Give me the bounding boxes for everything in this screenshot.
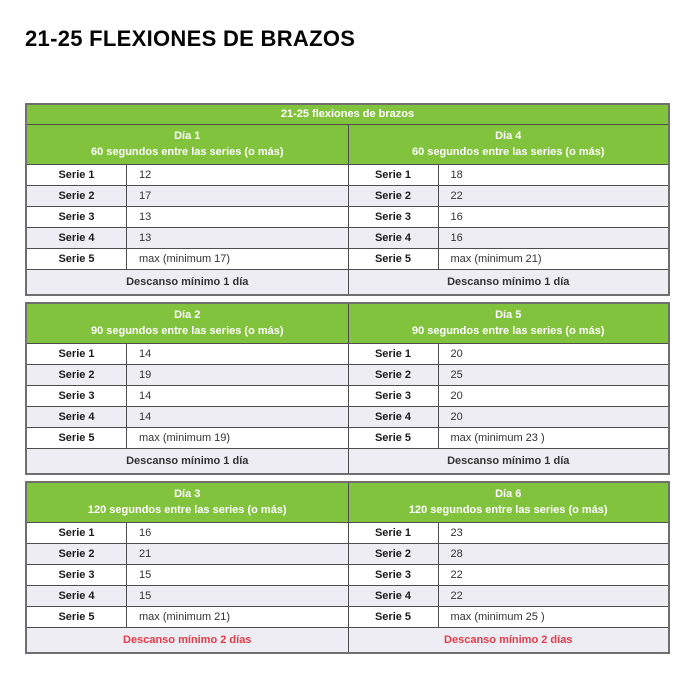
table-block-days-1-4: [25, 103, 670, 296]
serie-value: 20: [450, 390, 463, 402]
serie-label: Serie 1: [349, 165, 439, 185]
serie-label: Serie 2: [27, 365, 127, 385]
serie-label: Serie 2: [27, 186, 127, 206]
serie-value: 13: [139, 211, 152, 223]
day-name: Día 5: [495, 309, 522, 321]
day-name: Día 3: [174, 488, 201, 500]
serie-value: 16: [450, 232, 463, 244]
serie-value: max (minimum 21): [139, 611, 231, 623]
serie-value: 15: [139, 569, 152, 581]
table-row: [349, 186, 669, 207]
day-section-dia-4: [348, 125, 669, 294]
serie-label: Serie 3: [27, 207, 127, 227]
serie-value: 14: [139, 348, 152, 360]
rest-row-warning: Descanso mínimo 2 días: [349, 628, 669, 652]
serie-label: Serie 1: [27, 165, 127, 185]
serie-label: Serie 1: [349, 344, 439, 364]
day-header-dia-5: [349, 304, 669, 344]
table-row: [349, 386, 669, 407]
serie-value: 22: [450, 190, 463, 202]
serie-label: Serie 5: [27, 249, 127, 269]
table-block-days-2-5: [25, 302, 670, 475]
serie-label: Serie 3: [27, 565, 127, 585]
day-header-dia-1: [27, 125, 348, 165]
table-row: [27, 228, 348, 249]
table-row: [27, 165, 348, 186]
serie-value: max (minimum 25 ): [450, 611, 545, 623]
table-row: [27, 407, 348, 428]
table-row: [349, 228, 669, 249]
table-row: [349, 207, 669, 228]
serie-value: 15: [139, 590, 152, 602]
table-row: [27, 249, 348, 270]
rest-row-warning: Descanso mínimo 2 días: [27, 628, 348, 652]
serie-value: 25: [450, 369, 463, 381]
serie-value: 14: [139, 411, 152, 423]
band-1: [27, 125, 668, 294]
day-header-dia-3: [27, 483, 348, 523]
serie-value: 17: [139, 190, 152, 202]
serie-value: max (minimum 17): [139, 253, 231, 265]
table-row: [27, 607, 348, 628]
day-subtitle: 90 segundos entre las series (o más): [411, 325, 605, 337]
serie-label: Serie 4: [349, 407, 439, 427]
serie-label: Serie 3: [349, 207, 439, 227]
serie-label: Serie 1: [349, 523, 439, 543]
rest-row: Descanso mínimo 1 día: [27, 270, 348, 294]
day-subtitle: 120 segundos entre las series (o más): [408, 504, 608, 516]
table-row: [27, 344, 348, 365]
table-row: [27, 186, 348, 207]
serie-value: 19: [139, 369, 152, 381]
serie-label: Serie 3: [349, 386, 439, 406]
serie-label: Serie 3: [27, 386, 127, 406]
serie-label: Serie 1: [27, 523, 127, 543]
serie-value: max (minimum 19): [139, 432, 231, 444]
table-row: [349, 565, 669, 586]
table-row: [27, 523, 348, 544]
day-name: Día 2: [174, 309, 201, 321]
band-3: [27, 483, 668, 652]
rest-row: Descanso mínimo 1 día: [27, 449, 348, 473]
day-section-dia-2: [27, 304, 348, 473]
table-row: [349, 607, 669, 628]
table-row: [349, 165, 669, 186]
serie-label: Serie 5: [27, 428, 127, 448]
day-header-dia-6: [349, 483, 669, 523]
table-title-bar: 21-25 flexiones de brazos: [27, 105, 668, 125]
serie-value: 16: [450, 211, 463, 223]
page-title: 21-25 FLEXIONES DE BRAZOS: [25, 26, 356, 51]
table-row: [27, 386, 348, 407]
day-subtitle: 120 segundos entre las series (o más): [87, 504, 287, 516]
rest-row: Descanso mínimo 1 día: [349, 449, 669, 473]
serie-value: 22: [450, 590, 463, 602]
table-block-days-3-6: [25, 481, 670, 654]
serie-label: Serie 5: [27, 607, 127, 627]
serie-label: Serie 4: [27, 586, 127, 606]
serie-value: 20: [450, 411, 463, 423]
serie-label: Serie 2: [349, 186, 439, 206]
table-row: [349, 586, 669, 607]
serie-value: 18: [450, 169, 463, 181]
table-row: [27, 428, 348, 449]
day-header-dia-2: [27, 304, 348, 344]
table-row: [349, 523, 669, 544]
serie-label: Serie 5: [349, 428, 439, 448]
day-section-dia-6: [348, 483, 669, 652]
table-row: [27, 365, 348, 386]
serie-value: 22: [450, 569, 463, 581]
serie-value: 12: [139, 169, 152, 181]
serie-label: Serie 4: [349, 228, 439, 248]
serie-value: 20: [450, 348, 463, 360]
serie-label: Serie 5: [349, 607, 439, 627]
rest-row: Descanso mínimo 1 día: [349, 270, 669, 294]
serie-label: Serie 2: [27, 544, 127, 564]
day-name: Día 4: [495, 130, 522, 142]
serie-label: Serie 2: [349, 544, 439, 564]
workout-table: [25, 103, 670, 660]
day-subtitle: 60 segundos entre las series (o más): [90, 146, 284, 158]
serie-label: Serie 4: [27, 407, 127, 427]
table-row: [349, 428, 669, 449]
day-section-dia-5: [348, 304, 669, 473]
serie-label: Serie 1: [27, 344, 127, 364]
band-2: [27, 304, 668, 473]
serie-value: 23: [450, 527, 463, 539]
table-row: [349, 407, 669, 428]
serie-label: Serie 5: [349, 249, 439, 269]
day-section-dia-1: [27, 125, 348, 294]
serie-label: Serie 4: [27, 228, 127, 248]
serie-value: 16: [139, 527, 152, 539]
table-row: [349, 365, 669, 386]
day-subtitle: 90 segundos entre las series (o más): [90, 325, 284, 337]
serie-value: max (minimum 23 ): [450, 432, 545, 444]
table-row: [27, 565, 348, 586]
table-row: [349, 249, 669, 270]
serie-label: Serie 3: [349, 565, 439, 585]
serie-value: 13: [139, 232, 152, 244]
table-row: [27, 586, 348, 607]
serie-label: Serie 4: [349, 586, 439, 606]
serie-value: 28: [450, 548, 463, 560]
day-name: Día 6: [495, 488, 522, 500]
table-row: [27, 207, 348, 228]
serie-value: 21: [139, 548, 152, 560]
serie-value: max (minimum 21): [450, 253, 542, 265]
table-row: [27, 544, 348, 565]
table-row: [349, 544, 669, 565]
table-row: [349, 344, 669, 365]
serie-label: Serie 2: [349, 365, 439, 385]
day-name: Día 1: [174, 130, 201, 142]
day-subtitle: 60 segundos entre las series (o más): [411, 146, 605, 158]
day-section-dia-3: [27, 483, 348, 652]
day-header-dia-4: [349, 125, 669, 165]
serie-value: 14: [139, 390, 152, 402]
